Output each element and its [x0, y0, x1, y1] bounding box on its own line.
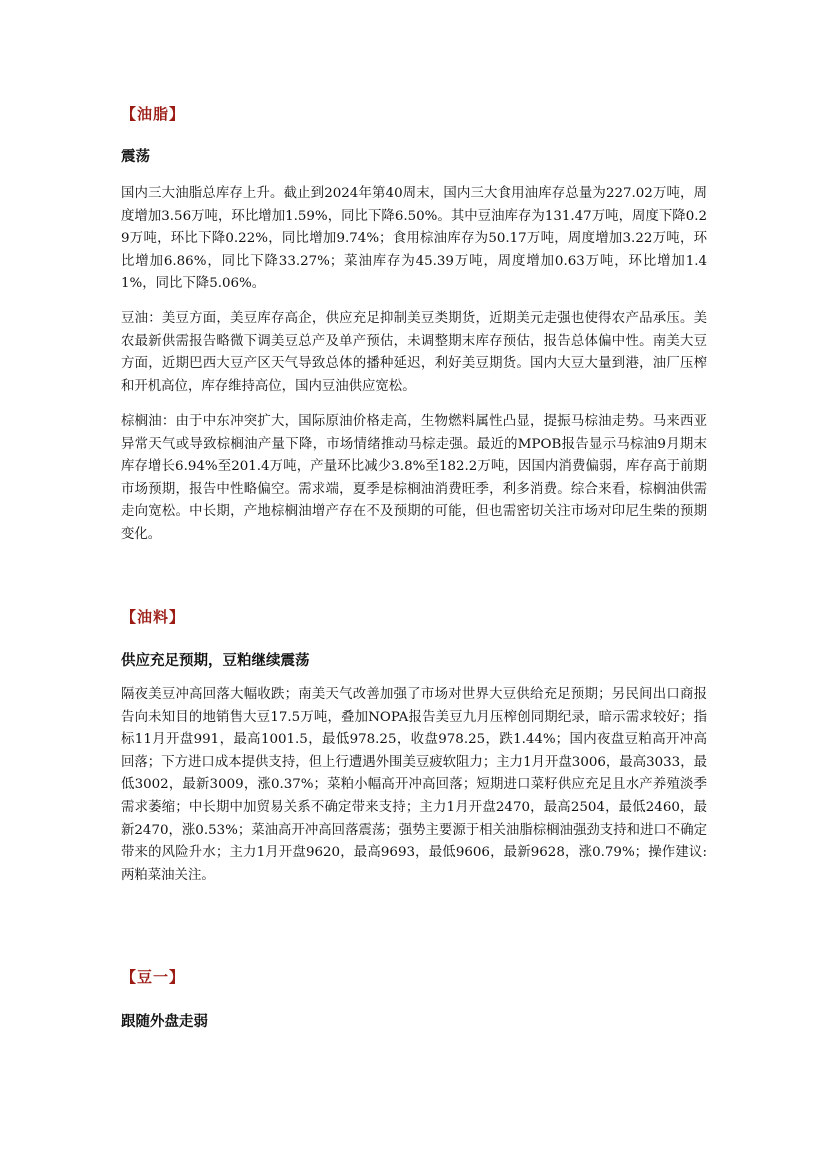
paragraph-oils-inventory: 国内三大油脂总库存上升。截止到2024年第40周末，国内三大食用油库存总量为227.02万吨，周度增加3.56万吨，环比增加1.59%，同比下降6.50%。其中豆油库存为131.47万吨，周度下降0.29万吨，环比下降0.22%，同比增加9.74%；食用棕油库存为50.17万吨，周度增加3.22万吨，环比增加6.86%，同比下降33.27%；菜油库存为45.39万吨，周度增加0.63万吨，环比增加1.41%，同比下降5.06%。	[121, 186, 707, 292]
section-subtitle-soybean1: 跟随外盘走弱	[121, 1014, 208, 1030]
paragraph-oilseeds-market: 隔夜美豆冲高回落大幅收跌；南美天气改善加强了市场对世界大豆供给充足预期；另民间出口商报告向未知目的地销售大豆17.5万吨，叠加NOPA报告美豆九月压榨创同期纪录，暗示需求较好；指标11月开盘991，最高1001.5，最低978.25，收盘978.25，跌1.44%；国内夜盘豆粕高开冲高回落；下方进口成本提供支持，但上行遭遇外围美豆疲软阻力；主力1月开盘3006，最高3033，最低3002，最新3009，涨0.37%；菜粕小幅高开冲高回落；短期进口菜籽供应充足且水产养殖淡季需求萎缩；中长期中加贸易关系不确定带来支持；主力1月开盘2470，最高2504，最低2460，最新2470，涨0.53%；菜油高开冲高回落震荡；强势主要源于相关油脂棕榈油强劲支持和进口不确定带来的风险升水；主力1月开盘9620，最高9693，最低9606，最新9628，涨0.79%；操作建议:两粕菜油关注。	[121, 687, 707, 883]
section-header-oils: 【油脂】	[121, 105, 186, 123]
paragraph-palm-oil: 棕榈油：由于中东冲突扩大，国际原油价格走高，生物燃料属性凸显，提振马棕油走势。马来西亚异常天气或导致棕榈油产量下降，市场情绪推动马棕走强。最近的MPOB报告显示马棕油9月期末库存增长6.94%至201.4万吨，产量环比减少3.8%至182.2万吨，因国内消费偏弱，库存高于前期市场预期，报告中性略偏空。需求端，夏季是棕榈油消费旺季，利多消费。综合来看，棕榈油供需走向宽松。中长期，产地棕榈油增产存在不及预期的可能，但也需密切关注市场对印尼生柴的预期变化。	[121, 414, 707, 542]
section-header-oilseeds: 【油料】	[121, 608, 186, 626]
section-subtitle-oilseeds: 供应充足预期，豆粕继续震荡	[121, 653, 310, 669]
section-subtitle-oils: 震荡	[121, 149, 150, 165]
section-header-soybean1: 【豆一】	[121, 968, 186, 986]
paragraph-soybean-oil: 豆油：美豆方面，美豆库存高企，供应充足抑制美豆类期货，近期美元走强也使得农产品承压。美农最新供需报告略微下调美豆总产及单产预估，未调整期末库存预估，报告总体偏中性。南美大豆方面，近期巴西大豆产区天气导致总体的播种延迟，利好美豆期货。国内大豆大量到港，油厂压榨和开机高位，库存维持高位，国内豆油供应宽松。	[121, 311, 707, 394]
